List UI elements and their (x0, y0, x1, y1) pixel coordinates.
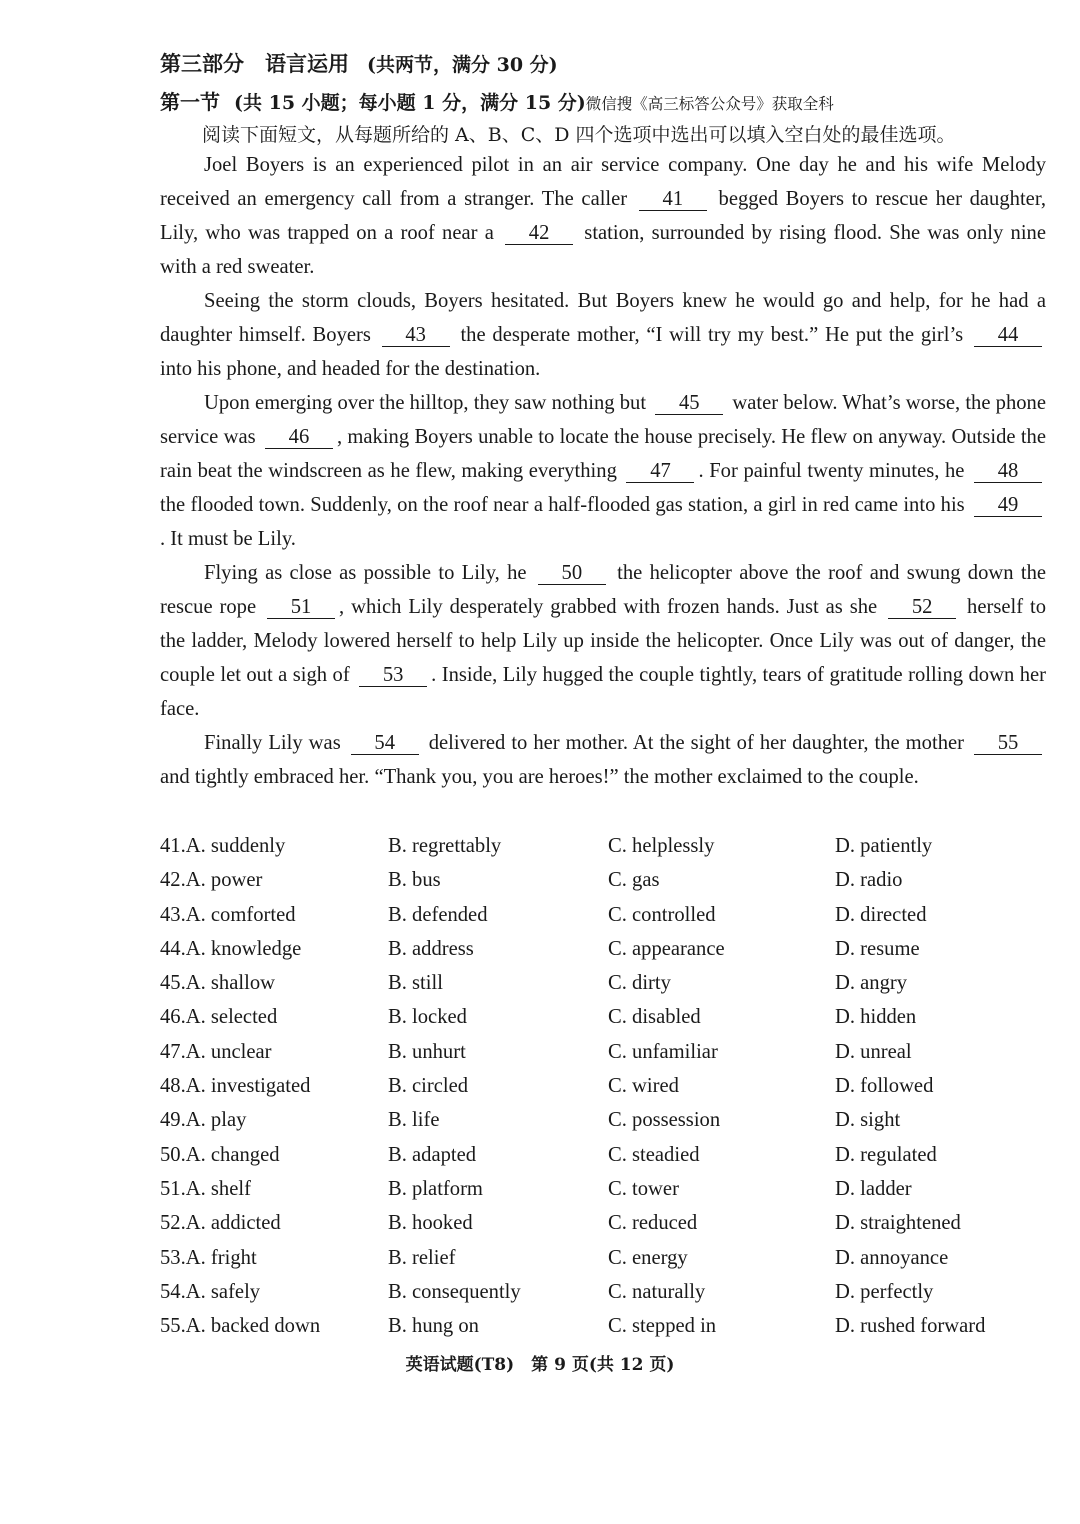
option-row-49 (160, 1103, 1040, 1137)
option-text: A. investigated (185, 1075, 311, 1098)
question-number: 54. (160, 1280, 186, 1303)
option-c: C. unfamiliar (608, 1040, 718, 1063)
option-b: B. locked (388, 1006, 467, 1029)
blank-42: 42 (505, 222, 573, 245)
option-a (160, 1035, 272, 1069)
passage-text: the helicopter above the roof and swung down the rescue rope (160, 562, 1047, 618)
option-text: A. addicted (185, 1212, 281, 1235)
option-row-46 (160, 1000, 1040, 1034)
passage-text: begged Boyers to rescue her daughter, Lily, who was trapped on a roof near a (160, 188, 1046, 244)
option-c: C. stepped in (608, 1315, 717, 1338)
option-c: C. dirty (608, 972, 671, 995)
option-b: B. address (388, 937, 474, 960)
option-row-54 (160, 1275, 1040, 1309)
passage-paragraph (160, 556, 1046, 726)
passage-text: delivered to her mother. At the sight of her daughter, the mother (422, 732, 970, 754)
passage-text: . Inside, Lily hugged the couple tightly, tears of gratitude rolling down her face. (160, 664, 1047, 720)
option-c: C. reduced (608, 1212, 698, 1235)
passage-text: . For painful twenty minutes, he (698, 460, 971, 482)
passage-text: into his phone, and headed for the destination. (160, 358, 541, 380)
option-a (160, 898, 296, 932)
option-a (160, 829, 285, 863)
blank-53: 53 (359, 664, 427, 687)
option-c: C. steadied (608, 1143, 700, 1166)
passage-text: Finally Lily was (204, 732, 347, 754)
passage-text: , which Lily desperately grabbed with frozen hands. Just as she (339, 596, 885, 618)
watermark-text: 微信搜《高三标答公众号》获取全科 (585, 95, 834, 113)
option-row-42 (160, 863, 1040, 897)
passage-paragraph (160, 284, 1046, 386)
option-c: C. disabled (608, 1006, 701, 1029)
option-a (160, 1206, 281, 1240)
option-row-45 (160, 966, 1040, 1000)
blank-48: 48 (974, 460, 1042, 483)
option-d: D. patiently (835, 835, 933, 857)
option-d: D. unreal (835, 1040, 912, 1063)
option-row-47 (160, 1035, 1040, 1069)
option-row-41 (160, 829, 1040, 863)
blank-51: 51 (267, 596, 335, 619)
option-b: B. bus (388, 869, 441, 892)
blank-41: 41 (639, 188, 707, 211)
passage-text: , making Boyers unable to locate the house precisely. He flew on anyway. Outside the rain beat the windscreen as he flew, making everything (160, 426, 1046, 482)
option-d: D. hidden (835, 1006, 917, 1029)
option-text: A. backed down (185, 1315, 321, 1338)
option-b: B. hung on (388, 1315, 479, 1338)
option-text: A. suddenly (185, 835, 286, 857)
passage-text: Joel Boyers is an experienced pilot in an air service company. One day he and his wife Melody received an emergency call from a stranger. The caller (160, 154, 1046, 210)
option-c: C. possession (608, 1109, 721, 1132)
option-row-53 (160, 1241, 1040, 1275)
question-number: 55. (160, 1315, 186, 1338)
cloze-passage (160, 148, 1046, 794)
option-a (160, 863, 262, 897)
option-text: A. comforted (185, 903, 296, 926)
passage-text: herself to the ladder, Melody lowered herself to help Lily up inside the helicopter. Once Lily was out of danger, the couple let out a sigh of (160, 596, 1046, 686)
option-a (160, 1103, 246, 1137)
option-text: A. selected (185, 1006, 278, 1029)
option-text: A. changed (185, 1143, 280, 1166)
option-b: B. unhurt (388, 1040, 466, 1063)
option-d: D. radio (835, 869, 903, 892)
option-a (160, 1275, 260, 1309)
option-d: D. perfectly (835, 1280, 934, 1303)
option-text: A. unclear (185, 1040, 272, 1063)
passage-text: the desperate mother, “I will try my best.” He put the girl’s (453, 324, 970, 346)
passage-text: the flooded town. Suddenly, on the roof near a half-flooded gas station, a girl in red came into his (160, 494, 970, 516)
question-number: 44. (160, 937, 186, 960)
question-number: 49. (160, 1109, 186, 1132)
question-number: 47. (160, 1040, 186, 1063)
option-a (160, 1069, 310, 1103)
option-row-52 (160, 1206, 1040, 1240)
passage-text: Flying as close as possible to Lily, he (204, 562, 534, 584)
question-number: 48. (160, 1075, 186, 1098)
option-text: A. play (185, 1109, 247, 1132)
question-number: 43. (160, 903, 186, 926)
option-b: B. circled (388, 1075, 469, 1098)
option-text: A. power (185, 869, 263, 892)
passage-text: Seeing the storm clouds, Boyers hesitated. But Boyers knew he would go and help, for he had a daughter himself. Boyers (160, 290, 1046, 346)
option-c: C. helplessly (608, 835, 715, 857)
question-number: 53. (160, 1246, 186, 1269)
option-d: D. followed (835, 1075, 934, 1098)
passage-paragraph (160, 386, 1046, 556)
option-b: B. consequently (388, 1280, 521, 1303)
option-row-51 (160, 1172, 1040, 1206)
blank-46: 46 (265, 426, 333, 449)
passage-text: Upon emerging over the hilltop, they saw nothing but (204, 392, 652, 414)
question-number: 50. (160, 1143, 186, 1166)
option-b: B. platform (388, 1177, 483, 1200)
section-heading (160, 86, 834, 115)
option-row-48 (160, 1069, 1040, 1103)
option-d: D. resume (835, 937, 920, 960)
option-c: C. naturally (608, 1280, 706, 1303)
blank-52: 52 (888, 596, 956, 619)
option-a (160, 1309, 320, 1343)
page-footer: 英语试题(T8) 第 9 页(共 12 页) (405, 1355, 675, 1375)
option-b: B. still (388, 972, 443, 995)
option-d: D. annoyance (835, 1246, 949, 1269)
option-c: C. gas (608, 869, 660, 892)
part-title: 第三部分 语言运用 (160, 51, 349, 76)
option-d: D. directed (835, 903, 927, 926)
blank-50: 50 (538, 562, 606, 585)
option-c: C. wired (608, 1075, 679, 1098)
blank-45: 45 (655, 392, 723, 415)
option-a (160, 1241, 257, 1275)
option-c: C. tower (608, 1177, 679, 1200)
part-subtitle: (共两节，满分 30 分) (367, 54, 558, 76)
option-d: D. angry (835, 972, 908, 995)
option-c: C. energy (608, 1246, 688, 1269)
question-number: 46. (160, 1006, 186, 1029)
blank-43: 43 (382, 324, 450, 347)
options-list (160, 829, 1040, 1343)
question-number: 52. (160, 1212, 186, 1235)
option-b: B. life (388, 1109, 440, 1132)
option-a (160, 966, 275, 1000)
option-row-44 (160, 932, 1040, 966)
option-b: B. defended (388, 903, 488, 926)
option-a (160, 1138, 280, 1172)
question-number: 42. (160, 869, 186, 892)
section-meta: (共 15 小题；每小题 1 分，满分 15 分) (234, 92, 586, 114)
passage-paragraph (160, 726, 1046, 794)
option-c: C. appearance (608, 937, 725, 960)
option-b: B. relief (388, 1246, 456, 1269)
option-text: A. shelf (185, 1177, 251, 1200)
option-d: D. rushed forward (835, 1315, 986, 1338)
blank-54: 54 (351, 732, 419, 755)
option-b: B. adapted (388, 1143, 477, 1166)
option-text: A. fright (185, 1246, 257, 1269)
blank-44: 44 (974, 324, 1042, 347)
passage-text: station, surrounded by rising flood. She was only nine with a red sweater. (160, 222, 1046, 278)
option-b: B. regrettably (388, 835, 502, 857)
section-title: 第一节 (160, 90, 220, 114)
question-number: 51. (160, 1177, 186, 1200)
option-row-43 (160, 898, 1040, 932)
blank-55: 55 (974, 732, 1042, 755)
option-a (160, 932, 301, 966)
option-text: A. shallow (185, 972, 275, 995)
passage-paragraph (160, 148, 1046, 284)
option-d: D. ladder (835, 1177, 912, 1200)
option-b: B. hooked (388, 1212, 473, 1235)
option-text: A. knowledge (185, 937, 302, 960)
option-a (160, 1000, 277, 1034)
option-c: C. controlled (608, 903, 716, 926)
part-heading (160, 48, 558, 78)
blank-49: 49 (974, 494, 1042, 517)
passage-text: . It must be Lily. (160, 528, 296, 550)
option-row-55 (160, 1309, 1040, 1343)
instruction: 阅读下面短文，从每题所给的 A、B、C、D 四个选项中选出可以填入空白处的最佳选项。 (202, 124, 956, 146)
option-text: A. safely (185, 1280, 261, 1303)
option-a (160, 1172, 251, 1206)
passage-text: water below. What’s worse, the phone service was (160, 392, 1046, 448)
passage-text: and tightly embraced her. “Thank you, you are heroes!” the mother exclaimed to the couple. (160, 766, 919, 788)
question-number: 45. (160, 972, 186, 995)
blank-47: 47 (626, 460, 694, 483)
question-number: 41. (160, 835, 186, 857)
option-d: D. straightened (835, 1212, 961, 1235)
option-d: D. regulated (835, 1143, 937, 1166)
option-d: D. sight (835, 1109, 901, 1132)
option-row-50 (160, 1138, 1040, 1172)
